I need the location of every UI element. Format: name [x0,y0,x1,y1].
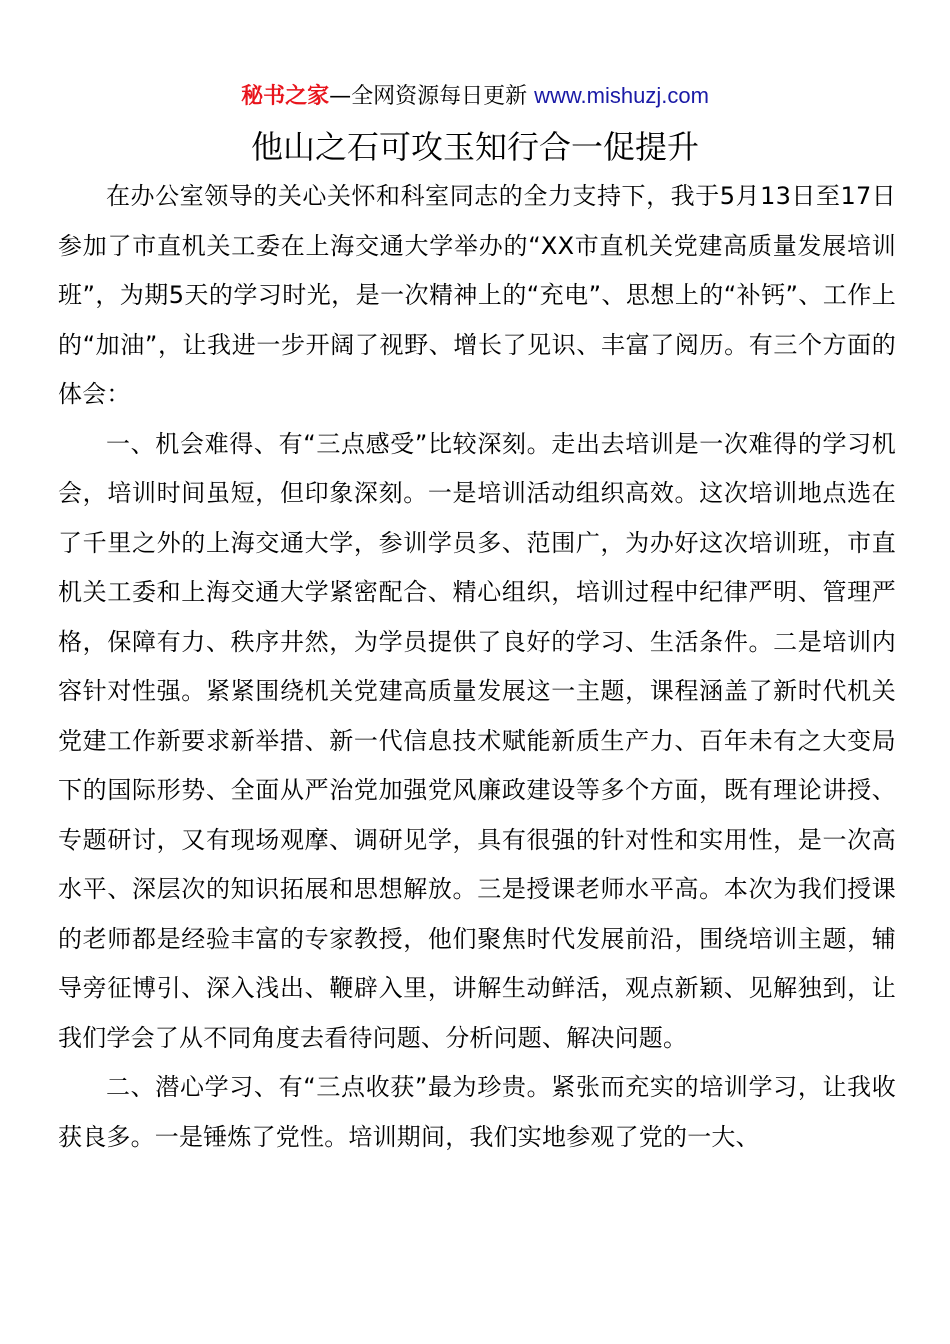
paragraph-intro: 在办公室领导的关心关怀和科室同志的全力支持下，我于5月13日至17日参加了市直机关工委在上海交通大学举办的“XX市直机关党建高质量发展培训班”，为期5天的学习时光，是一次精神上的“充电”、思想上的“补钙”、工作上的“加油”，让我进一步开阔了视野、增长了见识、丰富了阅历。有三个方面的体会： [58,182,896,408]
paragraph-section-one: 一、机会难得、有“三点感受”比较深刻。走出去培训是一次难得的学习机会，培训时间虽短，但印象深刻。一是培训活动组织高效。这次培训地点选在了千里之外的上海交通大学，参训学员多、范围广，为办好这次培训班，市直机关工委和上海交通大学紧密配合、精心组织，培训过程中纪律严明、管理严格，保障有力、秩序井然，为学员提供了良好的学习、生活条件。二是培训内容针对性强。紧紧围绕机关党建高质量发展这一主题，课程涵盖了新时代机关党建工作新要求新举措、新一代信息技术赋能新质生产力、百年未有之大变局下的国际形势、全面从严治党加强党风廉政建设等多个方面，既有理论讲授、专题研讨，又有现场观摩、调研见学，具有很强的针对性和实用性，是一次高水平、深层次的知识拓展和思想解放。三是授课老师水平高。本次为我们授课的老师都是经验丰富的专家教授，他们聚焦时代发展前沿，围绕培训主题，辅导旁征博引、深入浅出、鞭辟入里，讲解生动鲜活，观点新颖、见解独到，让我们学会了从不同角度去看待问题、分析问题、解决问题。 [58,429,896,1052]
document-title: 他山之石可攻玉知行合一促提升 [250,128,699,166]
document-body [58,172,896,1162]
brand-name: 秘书之家 [241,84,330,109]
site-header [0,80,950,113]
site-url-link[interactable]: www.mishuzj.com [534,83,709,108]
header-slogan: —全网资源每日更新 [329,84,535,109]
paragraph-section-two: 二、潜心学习、有“三点收获”最为珍贵。紧张而充实的培训学习，让我收获良多。一是锤炼了党性。培训期间，我们实地参观了党的一大、 [58,1073,896,1151]
